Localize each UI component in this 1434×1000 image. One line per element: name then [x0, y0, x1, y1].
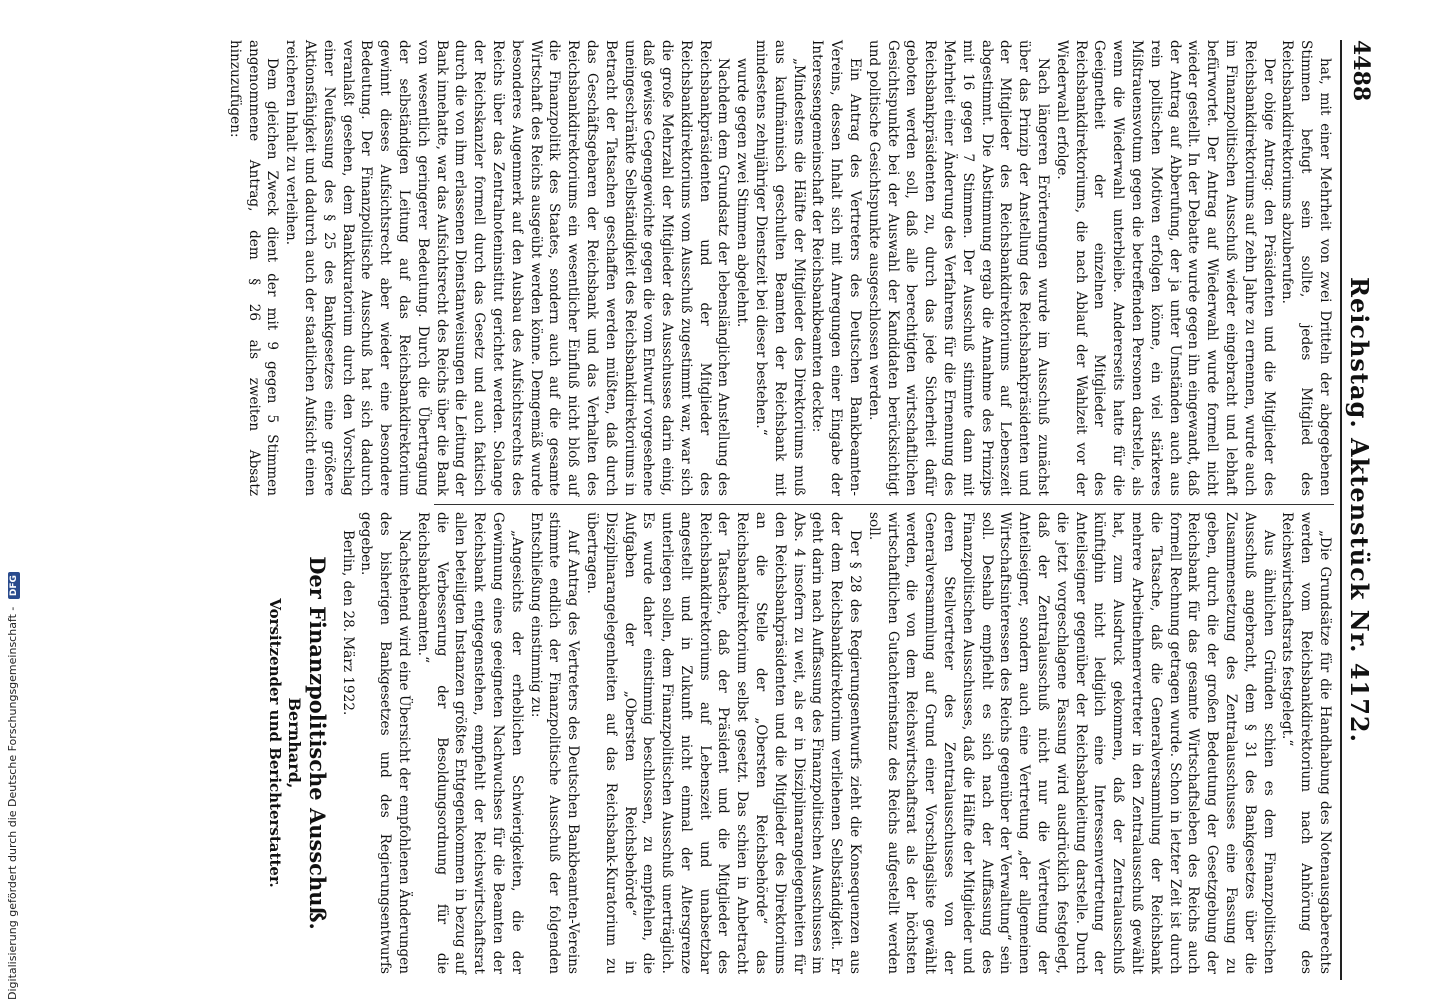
running-head: Reichstag. Aktenstück Nr. 4172.	[1345, 277, 1374, 743]
paragraph: Auf Antrag des Vertreters des Deutschen Bankbeamten-Vereins stimmte endlich der Finanzpolitische Ausschuß der folgenden Entschließung einstimmig zu:	[527, 512, 582, 974]
signature-block	[265, 512, 330, 974]
paragraph: Nach längeren Erörterungen wurde im Ausschuß zunächst über das Prinzip der Anstellung des Reichsbankpräsidenten und der Mitglieder des Reichsbankdirektoriums auf Lebenszeit abgestimmt. Die Abstimmung ergab die Annahme des Prinzips mit 16 gegen 7 Stimmen. Der Ausschuß stimmte dann mit Mehrheit einer Änderung des Verfahrens für die Ernennung des Reichsbankpräsidenten zu, durch das jede Sicherheit dafür geboten werden soll, daß alle berechtigten wirtschaftlichen Gesichtspunkte bei der Auswahl der Kandidaten berücksichtigt und politische Gesichtspunkte ausgeschlossen werden.	[865, 40, 1052, 496]
column-divider	[434, 504, 1334, 505]
signer-name: Bernhard,	[284, 697, 304, 789]
page-header	[1340, 40, 1374, 980]
paragraph: hat, mit einer Mehrheit von zwei Dritteln der abgegebenen Stimmen befugt sein sollte, jedes Mitglied des Reichsbankdirektoriums abzuberufen.	[1279, 40, 1333, 496]
paragraph: Der obige Antrag: den Präsidenten und die Mitglieder des Reichsbankdirektoriums auf zehn Jahre zu ernennen, wurde auch im Finanzpolitischen Ausschuß wieder eingebracht und lebhaft befürwortet. Der Antrag auf Wiederwahl wurde formell nicht wieder gestellt. In der Debatte wurde gegen ihn eingewandt, daß der Antrag auf Abberufung, der ja unter Umständen auch aus rein politischen Motiven erfolgen könne, ein viel stärkeres Mißtrauensvotum gegen die betreffenden Personen darstelle, als wenn die Wiederwahl unterbleibe. Andererseits hatte für die Geeignetheit der einzelnen Mitglieder des Reichsbankdirektoriums, die nach Ablauf der Wahlzeit vor der Wiederwahl erfolge.	[1053, 40, 1277, 496]
committee-name: Der Finanzpolitische Ausschuß.	[304, 556, 330, 930]
dateline: Berlin, den 28. März 1922.	[339, 530, 356, 716]
paragraph: Nachstehend wird eine Übersicht der empfohlenen Änderungen des bisherigen Bankgesetzes und des Regierungsentwurfs gegeben.	[358, 512, 412, 974]
page-number: 4488	[1348, 40, 1374, 102]
text-column-left	[226, 40, 1334, 496]
paragraph: „Angesichts der erheblichen Schwierigkeiten, die der Gewinnung eines geeigneten Nachwuchses für die Beamten der Reichsbank entgegenstehen, empfiehlt der Reichswirtschaftsrat allen beteiligten Instanzen größtes Entgegenkommen in bezug auf die Verbesserung der Besoldungsordnung für die Reichsbankbeamten.“	[414, 512, 525, 974]
dfg-logo: DFG	[8, 572, 20, 599]
paragraph: „Die Grundsätze für die Handhabung des Notenausgaberechts werden vom Reichsbankdirektorium nach Anhörung des Reichswirtschaftsrats festgelegt.“	[1279, 512, 1333, 974]
paragraph: Dem gleichen Zweck dient der mit 9 gegen 5 Stimmen angenommene Antrag, dem § 26 als zweiten Absatz hinzuzufügen:	[226, 40, 281, 496]
paragraph: wurde gegen zwei Stimmen abgelehnt.	[734, 58, 751, 328]
paragraph: Ein Antrag des Vertreters des Deutschen Bankbeamten-Vereins, dessen Inhalt sich mit Anregungen einer Eingabe der Interessengemeinschaft der Reichsbankbeamten deckte:	[809, 40, 864, 496]
paragraph: Nachdem dem Grundsatz der lebenslänglichen Anstellung des Reichsbankpräsidenten und der Mitglieder des Reichsbankdirektoriums vom Ausschuß zugestimmt war, war sich die große Mehrzahl der Mitglieder des Ausschusses darin einig, daß gewisse Gegengewichte gegen die vom Entwurf vorgesehene uneingeschränkte Selbständigkeit des Reichsbankdirektoriums in Betracht der Tatsachen geschaffen werden müßten, daß durch das Geschäftsgebaren der Reichsbank und das Verhalten des Reichsbankdirektoriums ein wesentlicher Einfluß nicht bloß auf die Finanzpolitik des Staates, sondern auch auf die gesamte Wirtschaft des Reichs ausgeübt werden könne. Demgemäß wurde besonderes Augenmerk auf den Ausbau des Aufsichtsrechts des Reichs über das Zentralnoteninstitut gerichtet werden. Solange der Reichskanzler formell durch das Gesetz und auch faktisch durch die von ihm erlassenen Dienstanweisungen die Leitung der Bank innehatte, war das Aufsichtsrecht des Reichs über die Bank von wesentlich geringerer Bedeutung. Durch die Übertragung der selbständigen Leitung auf das Reichsbankdirektorium gewinnt dieses Aufsichtsrecht aber wieder eine besondere Bedeutung. Der Finanzpolitische Ausschuß hat sich dadurch veranlaßt gesehen, dem Bankkuratorium durch den Vorschlag einer Neufassung des § 25 des Bankgesetzes eine größere Aktionsfähigkeit und dadurch auch der staatlichen Aufsicht einen reicheren Inhalt zu verleihen.	[283, 40, 732, 496]
text-column-right	[266, 512, 1334, 974]
signer-role: Vorsitzender und Berichterstatter.	[266, 598, 285, 888]
credit-text: Digitalisierung gefördert durch die Deutsche Forschungsgemeinschaft -	[6, 606, 19, 1000]
document-page	[70, 0, 1380, 1000]
paragraph: „Mindestens die Hälfte der Mitglieder des Direktoriums muß aus kaufmännisch geschulten Beamten der Reichsbank mit mindestens zehnjähriger Dienstzeit bei dieser bestehen.“	[753, 40, 807, 496]
paragraph: Der § 28 des Regierungsentwurfs zieht die Konsequenzen aus der dem Reichsbankdirektorium verliehenen Selbständigkeit. Er geht darin nach Auffassung des Finanzpolitischen Ausschusses im Abs. 4 insofern zu weit, als er in Disziplinarangelegenheiten für den Reichsbankpräsidenten und die Mitglieder des Direktoriums an die Stelle der „Obersten Reichsbehörde“ das Reichsbankdirektorium selbst gesetzt. Das schien in Anbetracht der Tatsache, daß der Präsident und die Mitglieder des Reichsbankdirektoriums auf Lebenszeit und unabsetzbar angestellt und in Zukunft nicht einmal der Altersgrenze unterliegen sollen, dem Finanzpolitischen Ausschuß unerträglich. Es wurde daher einstimmig beschlossen, zu empfehlen, die Aufgaben der „Obersten Reichsbehörde“ in Disziplinarangelegenheiten auf das Reichsbank-Kuratorium zu übertragen.	[583, 512, 864, 974]
paragraph: Aus ähnlichen Gründen schien es dem Finanzpolitischen Ausschuß angebracht, dem § 31 des Bankgesetzes über die Zusammensetzung des Zentralausschusses eine Fassung zu geben, durch die der großen Bedeutung der Gesetzgebung der Reichsbank für das gesamte Wirtschaftsleben des Reichs auch formell Rechnung getragen wurde. Schon in letzter Zeit ist durch die Tatsache, daß die Generalversammlung der Reichsbank mehrere Arbeitnehmervertreter in den Zentralausschuß gewählt hat, zum Ausdruck gekommen, daß der Zentralausschuß künftighin nicht lediglich eine Interessenvertretung der Anteilseigner gegenüber der Reichsbankleitung darstelle. Durch die jetzt vorgeschlagene Fassung wird ausdrücklich festgelegt, daß der Zentralausschuß nicht nur die Vertretung der Anteilseigner, sondern auch eine Vertretung „der allgemeinen Wirtschaftsinteressen des Reichs gegenüber der Verwaltung“ sein soll. Deshalb empfiehlt es sich nach der Auffassung des Finanzpolitischen Ausschusses, daß die Hälfte der Mitglieder und deren Stellvertreter des Zentralausschusses von der Generalversammlung auf Grund einer Vorschlagsliste gewählt werden, die von dem Reichswirtschaftsrat als der höchsten wirtschaftlichen Gutachterinstanz des Reichs aufgestellt werden soll.	[865, 512, 1277, 974]
